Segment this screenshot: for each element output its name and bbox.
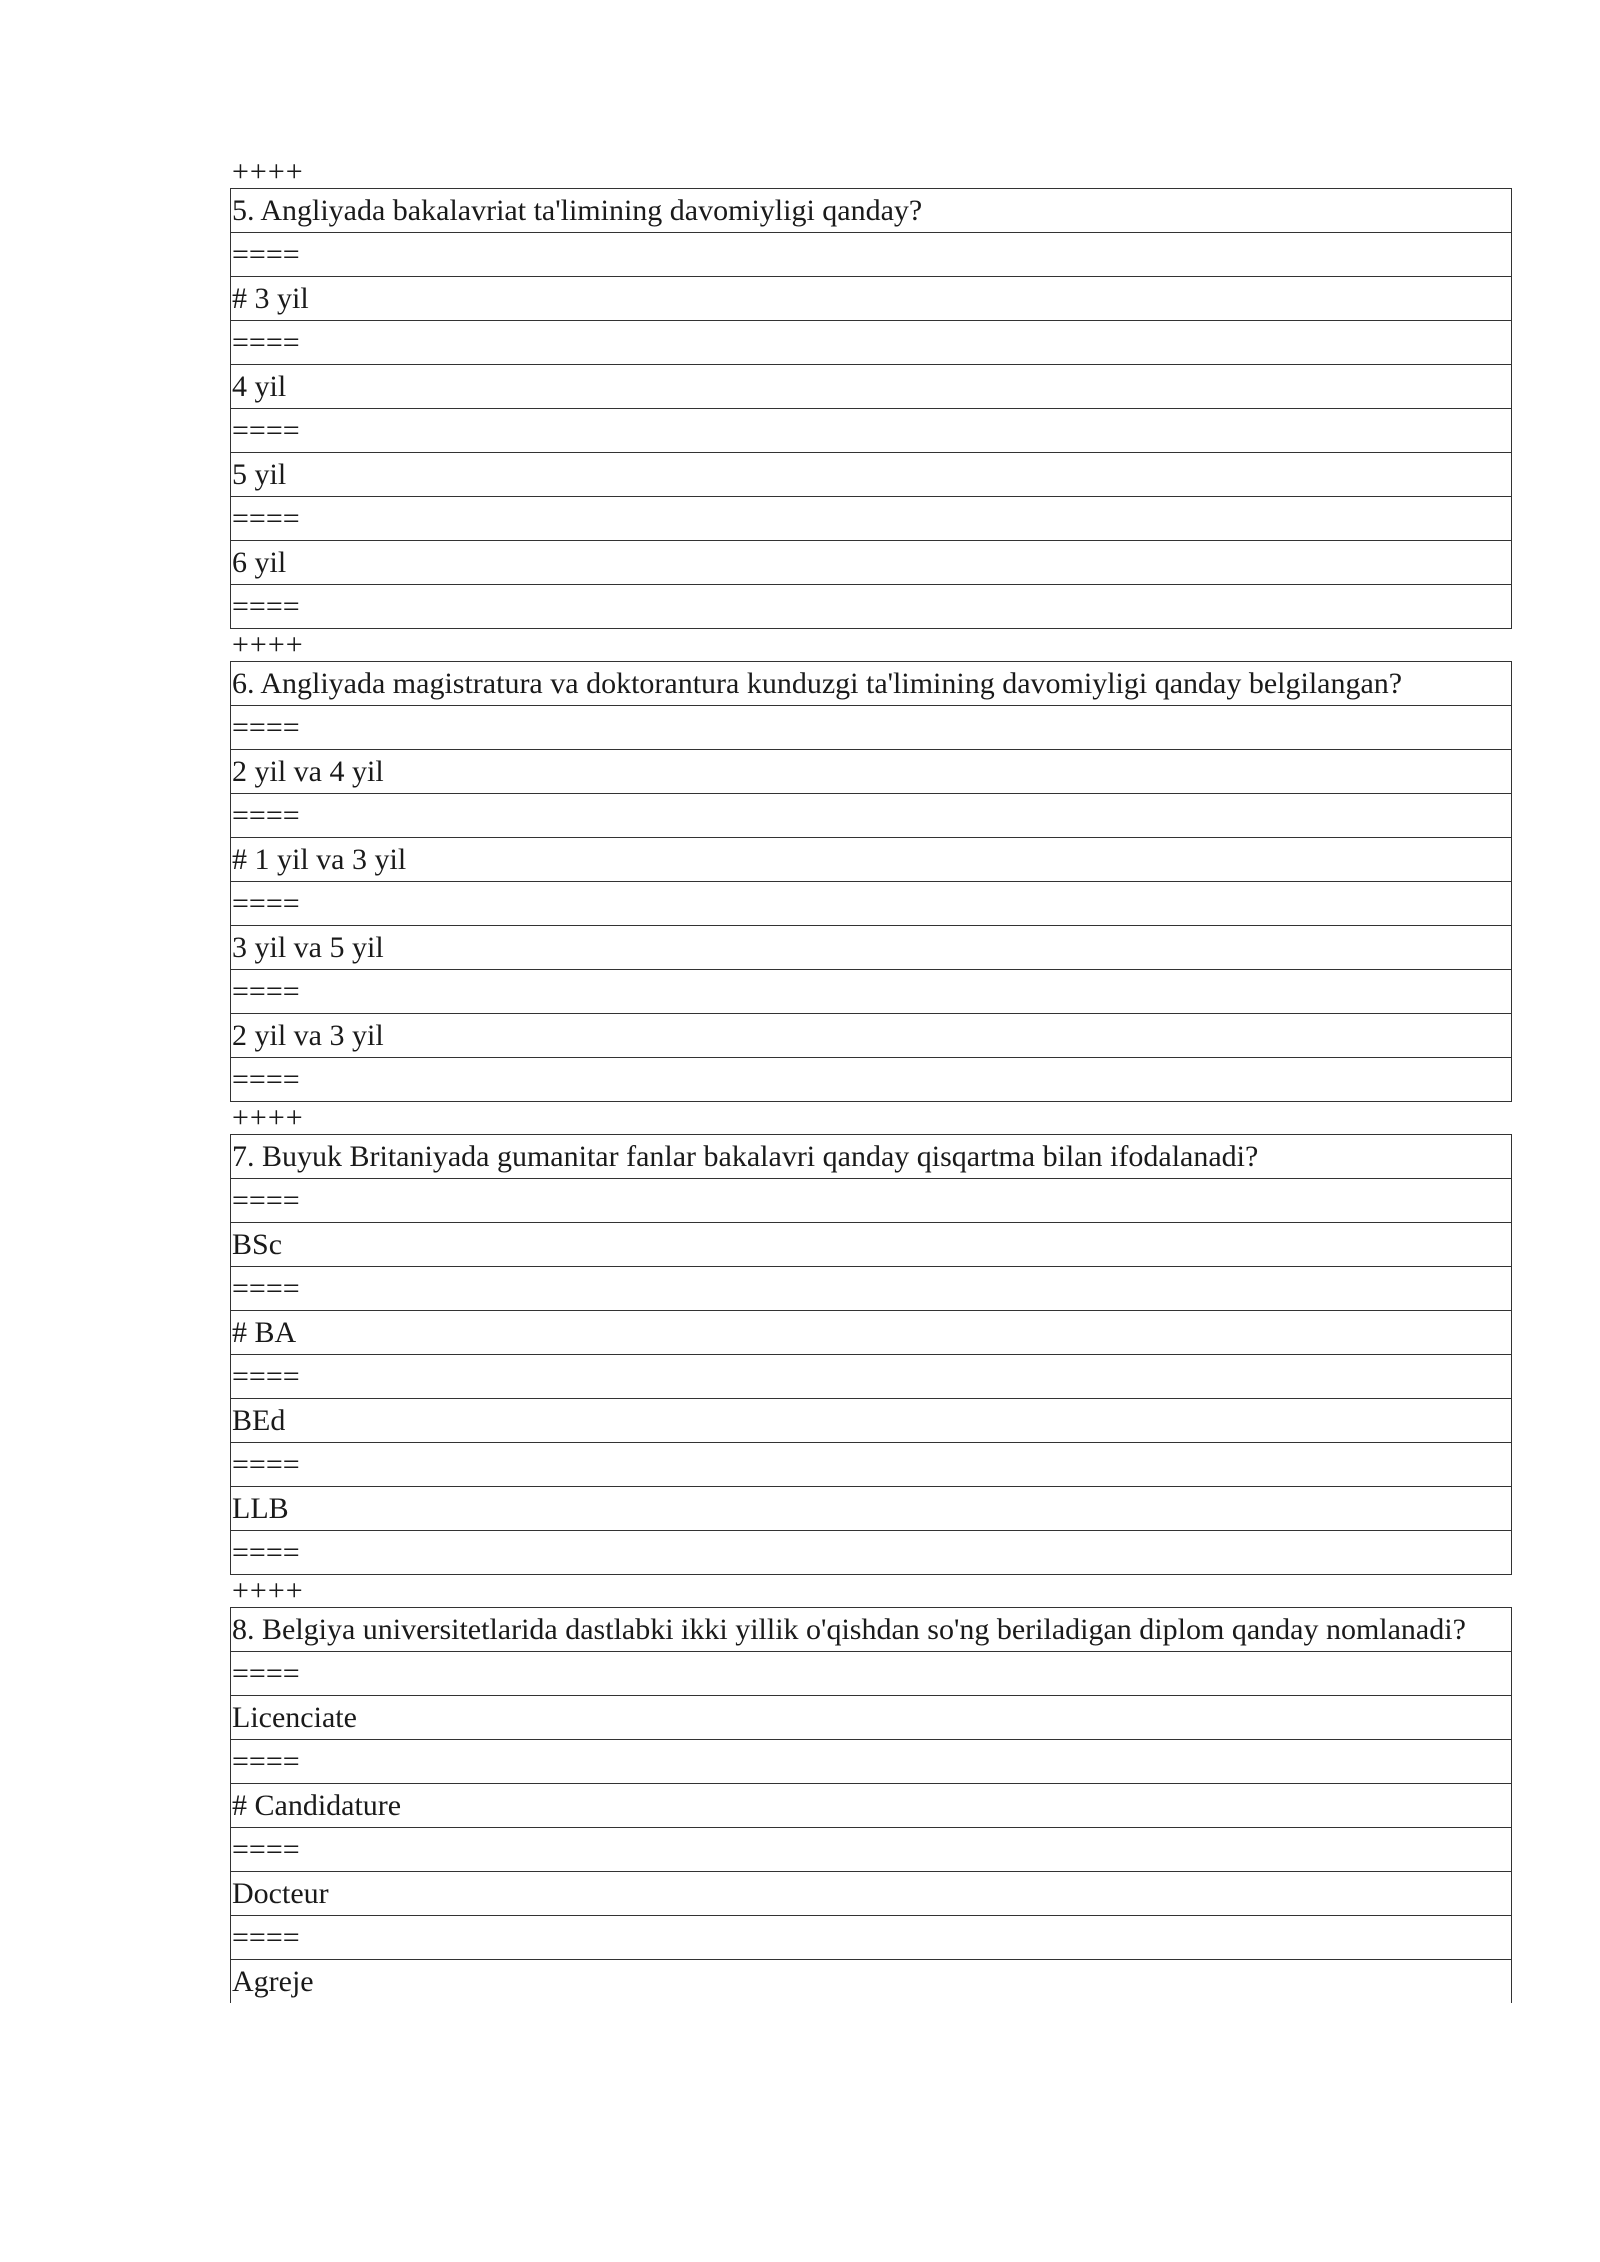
option-divider: ==== <box>231 497 1512 541</box>
option-divider: ==== <box>231 1058 1512 1102</box>
question-table <box>230 188 1512 629</box>
option-divider: ==== <box>231 1740 1512 1784</box>
option-divider: ==== <box>231 409 1512 453</box>
option-divider: ==== <box>231 1916 1512 1960</box>
answer-option-correct: # 1 yil va 3 yil <box>231 838 1512 882</box>
option-divider: ==== <box>231 1267 1512 1311</box>
question-text: 8. Belgiya universitetlarida dastlabki ikki yillik o'qishdan so'ng beriladigan diplom qanday nomlanadi? <box>231 1608 1512 1652</box>
answer-option: Docteur <box>231 1872 1512 1916</box>
option-divider: ==== <box>231 1652 1512 1696</box>
option-divider: ==== <box>231 1355 1512 1399</box>
question-separator: ++++ <box>232 155 304 188</box>
question-table <box>230 661 1512 1102</box>
answer-option: LLB <box>231 1487 1512 1531</box>
answer-option: 2 yil va 3 yil <box>231 1014 1512 1058</box>
question-text: 5. Angliyada bakalavriat ta'limining davomiyligi qanday? <box>231 189 1512 233</box>
option-divider: ==== <box>231 794 1512 838</box>
answer-option: BEd <box>231 1399 1512 1443</box>
answer-option: BSc <box>231 1223 1512 1267</box>
option-divider: ==== <box>231 233 1512 277</box>
option-divider: ==== <box>231 1531 1512 1575</box>
option-divider: ==== <box>231 321 1512 365</box>
answer-option: 6 yil <box>231 541 1512 585</box>
question-text: 6. Angliyada magistratura va doktorantura kunduzgi ta'limining davomiyligi qanday belgilangan? <box>231 662 1512 706</box>
question-table <box>230 1607 1512 2003</box>
question-text: 7. Buyuk Britaniyada gumanitar fanlar bakalavri qanday qisqartma bilan ifodalanadi? <box>231 1135 1512 1179</box>
option-divider: ==== <box>231 1443 1512 1487</box>
answer-option: 4 yil <box>231 365 1512 409</box>
answer-option: Agreje <box>231 1960 1512 2004</box>
answer-option: 5 yil <box>231 453 1512 497</box>
answer-option-correct: # 3 yil <box>231 277 1512 321</box>
answer-option-correct: # BA <box>231 1311 1512 1355</box>
option-divider: ==== <box>231 1828 1512 1872</box>
answer-option: Licenciate <box>231 1696 1512 1740</box>
option-divider: ==== <box>231 706 1512 750</box>
document-page <box>230 156 1512 2003</box>
answer-option: 3 yil va 5 yil <box>231 926 1512 970</box>
option-divider: ==== <box>231 1179 1512 1223</box>
question-separator: ++++ <box>232 1101 304 1134</box>
option-divider: ==== <box>231 970 1512 1014</box>
question-separator: ++++ <box>232 1574 304 1607</box>
option-divider: ==== <box>231 585 1512 629</box>
answer-option-correct: # Candidature <box>231 1784 1512 1828</box>
option-divider: ==== <box>231 882 1512 926</box>
answer-option: 2 yil va 4 yil <box>231 750 1512 794</box>
question-table <box>230 1134 1512 1575</box>
question-separator: ++++ <box>232 628 304 661</box>
